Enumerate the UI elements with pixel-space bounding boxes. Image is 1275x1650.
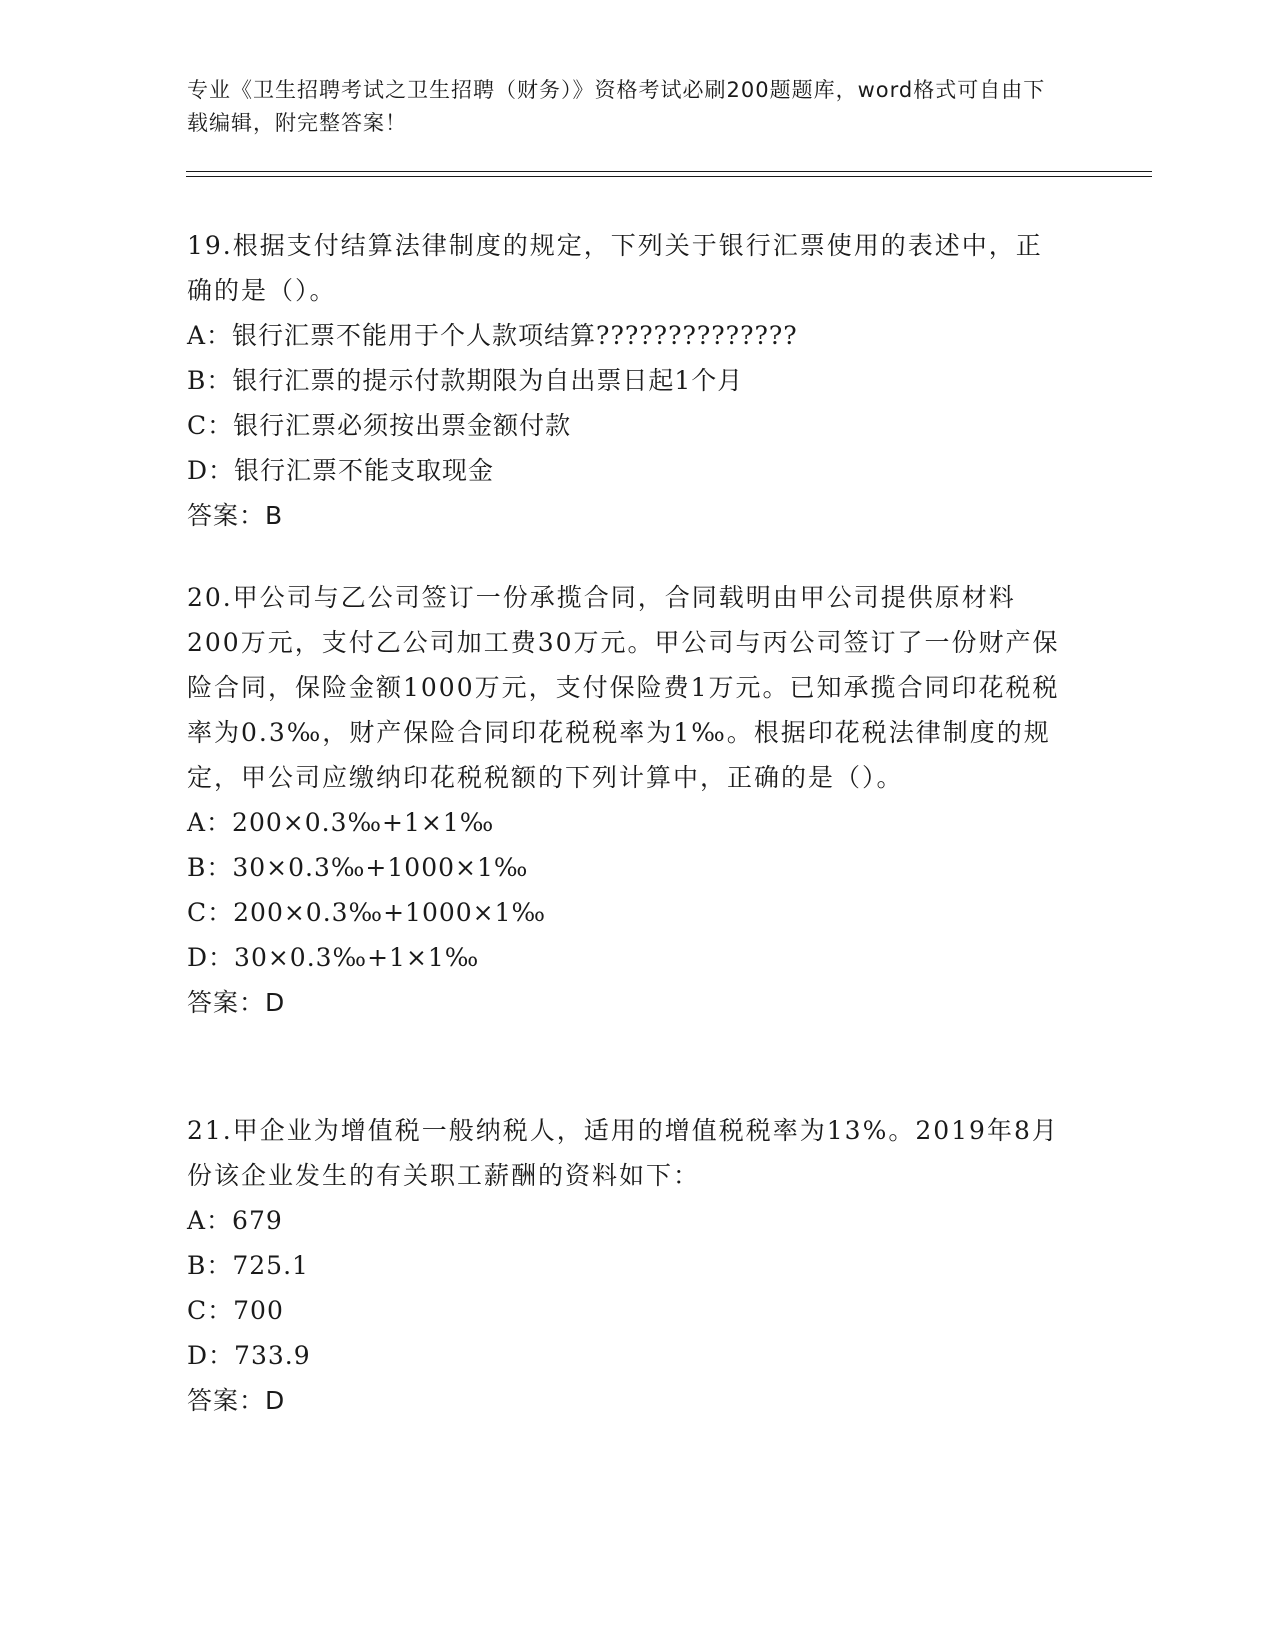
- header-divider-top: [186, 171, 1152, 172]
- answer: 答案：D: [187, 1386, 286, 1415]
- question-stem: 21.甲企业为增值税一般纳税人，适用的增值税税率为13%。2019年8月份该企业发生的有关职工薪酬的资料如下：: [187, 1116, 1059, 1190]
- option-c: C：银行汇票必须按出票金额付款: [187, 411, 572, 440]
- option-a: A：银行汇票不能用于个人款项结算??????????????: [187, 321, 798, 350]
- document-header: 专业《卫生招聘考试之卫生招聘（财务）》资格考试必刷200题题库，word格式可自由下载编辑，附完整答案！: [187, 78, 1046, 135]
- option-a: A：200×0.3‰+1×1‰: [187, 808, 495, 837]
- option-d: D：733.9: [187, 1341, 311, 1370]
- option-b: B：725.1: [187, 1251, 309, 1280]
- question-stem: 19.根据支付结算法律制度的规定，下列关于银行汇票使用的表述中，正确的是（）。: [187, 231, 1043, 305]
- header-divider-bottom: [186, 176, 1152, 177]
- option-d: D：银行汇票不能支取现金: [187, 456, 495, 485]
- option-b: B：银行汇票的提示付款期限为自出票日起1个月: [187, 366, 744, 395]
- question-19: [187, 223, 1067, 538]
- answer: 答案：D: [187, 988, 286, 1017]
- question-21: [187, 1108, 1067, 1423]
- option-d: D：30×0.3‰+1×1‰: [187, 943, 480, 972]
- option-a: A：679: [187, 1206, 283, 1235]
- option-b: B：30×0.3‰+1000×1‰: [187, 853, 529, 882]
- question-stem: 20.甲公司与乙公司签订一份承揽合同，合同载明由甲公司提供原材料200万元，支付乙公司加工费30万元。甲公司与丙公司签订了一份财产保险合同，保险金额1000万元，支付保险费1万元。已知承揽合同印花税税率为0.3‰，财产保险合同印花税税率为1‰。根据印花税法律制度的规定，甲公司应缴纳印花税税额的下列计算中，正确的是（）。: [187, 583, 1060, 792]
- option-c: C：200×0.3‰+1000×1‰: [187, 898, 547, 927]
- option-c: C：700: [187, 1296, 284, 1325]
- answer: 答案：B: [187, 501, 284, 530]
- question-20: [187, 575, 1067, 1025]
